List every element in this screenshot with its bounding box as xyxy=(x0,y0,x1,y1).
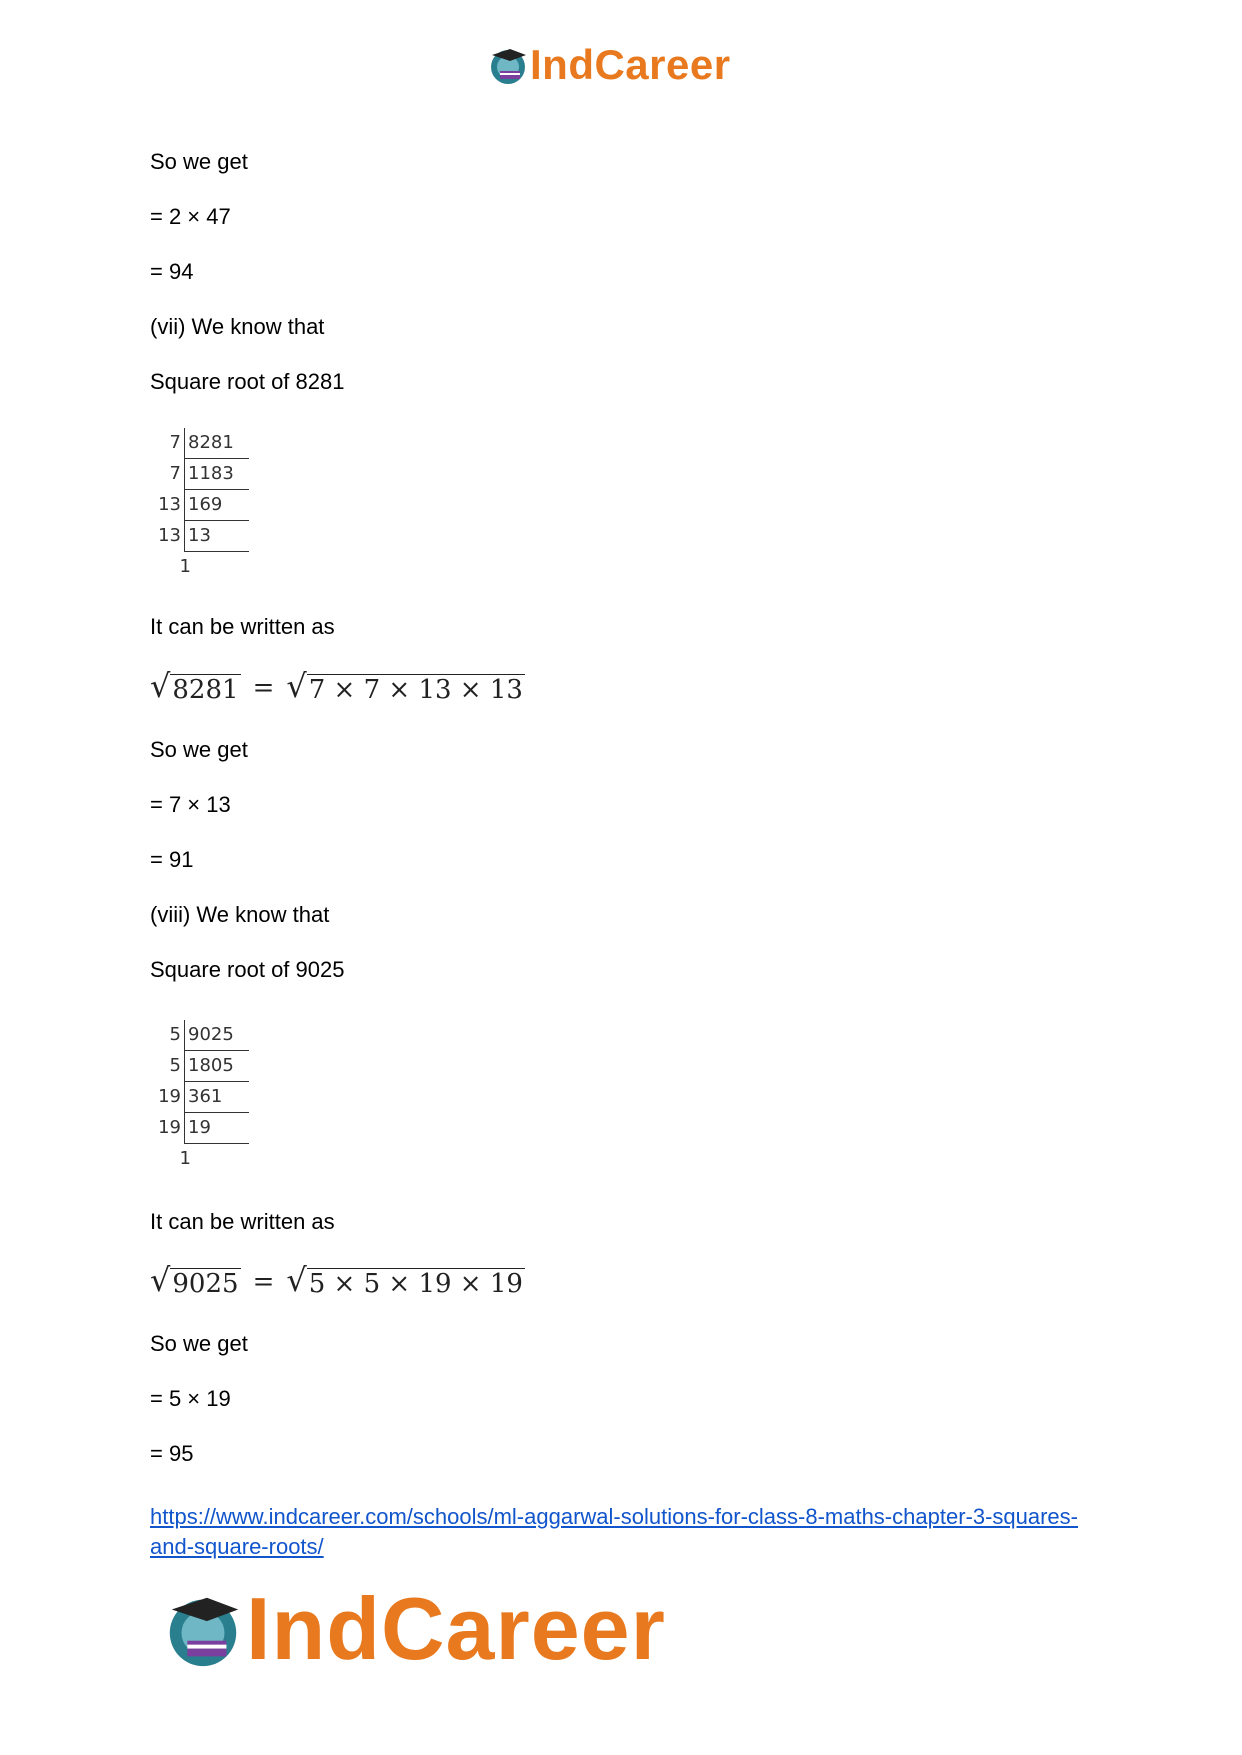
dividend: 9025 xyxy=(185,1020,250,1051)
divisor: 5 xyxy=(152,1051,185,1082)
quotient: 1 xyxy=(179,1148,191,1169)
equals-sign: = xyxy=(252,672,275,703)
sqrt-equation xyxy=(150,667,525,705)
header-logo xyxy=(486,42,731,88)
dividend: 19 xyxy=(185,1113,250,1144)
radical-rhs: √ 5 × 5 × 19 × 19 xyxy=(286,1261,523,1299)
text-line: So we get xyxy=(150,737,248,762)
text-line: It can be written as xyxy=(150,1209,335,1234)
text-line: Square root of 9025 xyxy=(150,957,345,982)
source-link[interactable]: https://www.indcareer.com/schools/ml-aggarwal-solutions-for-class-8-maths-chapter-3-squares-and-square-roots/ xyxy=(150,1504,1078,1559)
text-line: = 2 × 47 xyxy=(150,204,231,229)
dividend: 1183 xyxy=(185,459,250,490)
equals-sign: = xyxy=(252,1266,275,1297)
prime-factor-ladder xyxy=(152,1020,249,1174)
graduation-globe-icon xyxy=(486,43,530,87)
text-line: = 7 × 13 xyxy=(150,792,231,817)
text-line: = 5 × 19 xyxy=(150,1386,231,1411)
radical-lhs: √ 8281 xyxy=(150,667,239,705)
divisor: 19 xyxy=(152,1082,185,1113)
part-heading: (vii) We know that xyxy=(150,314,325,339)
divisor: 5 xyxy=(152,1020,185,1051)
dividend: 361 xyxy=(185,1082,250,1113)
text-line: So we get xyxy=(150,1331,248,1356)
graduation-globe-icon xyxy=(160,1586,246,1672)
dividend: 8281 xyxy=(185,428,250,459)
radicand: 5 × 5 × 19 × 19 xyxy=(308,1269,523,1299)
logo-text: IndCareer xyxy=(530,41,731,88)
divisor: 7 xyxy=(152,459,185,490)
text-line: So we get xyxy=(150,149,248,174)
quotient: 1 xyxy=(179,556,191,577)
sqrt-equation xyxy=(150,1261,525,1299)
text-line: It can be written as xyxy=(150,614,335,639)
footer-logo xyxy=(160,1579,666,1678)
text-line: Square root of 8281 xyxy=(150,369,345,394)
divisor: 19 xyxy=(152,1113,185,1144)
dividend: 13 xyxy=(185,521,250,552)
text-line: = 95 xyxy=(150,1441,194,1466)
divisor: 7 xyxy=(152,428,185,459)
radicand: 9025 xyxy=(172,1269,239,1299)
divisor: 13 xyxy=(152,521,185,552)
dividend: 169 xyxy=(185,490,250,521)
text-line: = 91 xyxy=(150,847,194,872)
radical-lhs: √ 9025 xyxy=(150,1261,239,1299)
radical-rhs: √ 7 × 7 × 13 × 13 xyxy=(286,667,523,705)
text-line: = 94 xyxy=(150,259,194,284)
part-heading: (viii) We know that xyxy=(150,902,330,927)
prime-factor-ladder xyxy=(152,428,249,582)
divisor: 13 xyxy=(152,490,185,521)
radicand: 7 × 7 × 13 × 13 xyxy=(308,675,523,705)
logo-text: IndCareer xyxy=(246,1579,666,1678)
dividend: 1805 xyxy=(185,1051,250,1082)
radicand: 8281 xyxy=(172,675,239,705)
